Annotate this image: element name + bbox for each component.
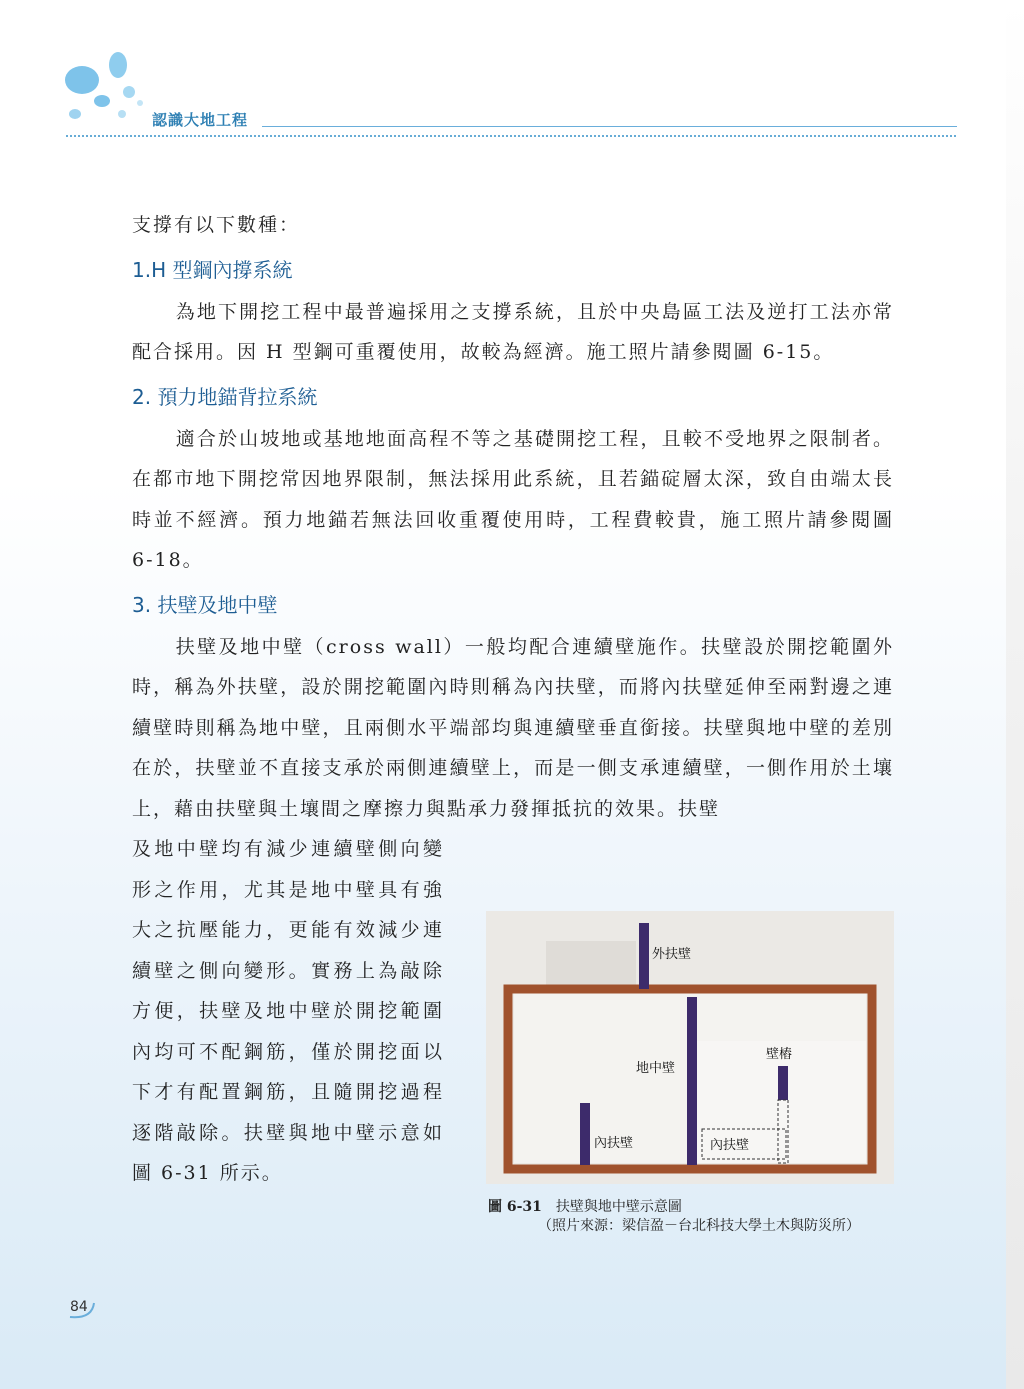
section-heading-2: 2. 預力地錨背拉系統: [132, 384, 318, 409]
section-heading-1: 1.H 型鋼內撐系統: [132, 257, 293, 282]
cross-wall: [687, 997, 697, 1165]
section-paragraph-1: 為地下開挖工程中最普遍採用之支撐系統，且於中央島區工法及逆打工法亦常配合採用。因 H 型鋼可重覆使用，故較為經濟。施工照片請參閱圖 6-15。: [132, 300, 894, 363]
section-heading-3: 3. 扶壁及地中壁: [132, 592, 278, 617]
bubbles-icon: [60, 40, 150, 130]
label-inner-buttress-right: 內扶壁: [710, 1138, 750, 1153]
caption-number: 圖 6-31: [488, 1199, 542, 1215]
caption-source: （照片來源：梁信盈－台北科技大學土木與防災所）: [538, 1218, 860, 1234]
label-wall-stub: 壁樁: [766, 1047, 793, 1062]
figure-caption: [488, 1198, 898, 1236]
inner-buttress-left: [580, 1103, 590, 1165]
label-inner-buttress-left: 內扶壁: [594, 1136, 634, 1151]
caption-title: 扶壁與地中壁示意圖: [555, 1199, 682, 1215]
wall-stub: [778, 1066, 788, 1100]
page-number-text: 84: [70, 1299, 88, 1315]
outer-buttress: [639, 923, 649, 989]
buttress-cross-wall-diagram: [486, 911, 894, 1184]
section-paragraph-3: 扶壁及地中壁（cross wall）一般均配合連續壁施作。扶壁設於開挖範圍外時，稱為外扶壁，設於開挖範圍內時則稱為內扶壁，而將內扶壁延伸至兩對邊之連續壁時則稱為地中壁，且兩側水平端部均與連續壁垂直銜接。扶壁與地中壁的差別在於，扶壁並不直接支承於兩側連續壁上，而是一側支承連續壁，一側作用於土壤上，藉由扶壁與土壤間之摩擦力與點承力發揮抵抗的效果。扶壁: [132, 635, 894, 820]
section-paragraph-3-wrapped: 及地中壁均有減少連續壁側向變形之作用，尤其是地中壁具有強大之抗壓能力，更能有效減少連續壁之側向變形。實務上為敲除方便，扶壁及地中壁於開挖範圍內均可不配鋼筋，僅於開挖面以下才有配置鋼筋，且隨開挖過程逐階敲除。扶壁與地中壁示意如圖 6-31 所示。: [132, 838, 444, 1184]
section-paragraph-2: 適合於山坡地或基地地面高程不等之基礎開挖工程，且較不受地界之限制者。在都市地下開挖常因地界限制，無法採用此系統，且若錨碇層太深，致自由端太長時並不經濟。預力地錨若無法回收重覆使用時，工程費較貴，施工照片請參閱圖 6-18。: [132, 427, 894, 571]
header-dotted-rule: [66, 135, 956, 137]
page-edge-strip: [1006, 0, 1024, 1389]
label-cross-wall: 地中壁: [636, 1061, 676, 1076]
intro-text: 支撐有以下數種：: [132, 214, 301, 236]
label-outer-buttress: 外扶壁: [652, 947, 692, 962]
page-number: [66, 1295, 96, 1321]
header-rule: [262, 126, 957, 127]
running-header-title: 認識大地工程: [152, 111, 249, 129]
